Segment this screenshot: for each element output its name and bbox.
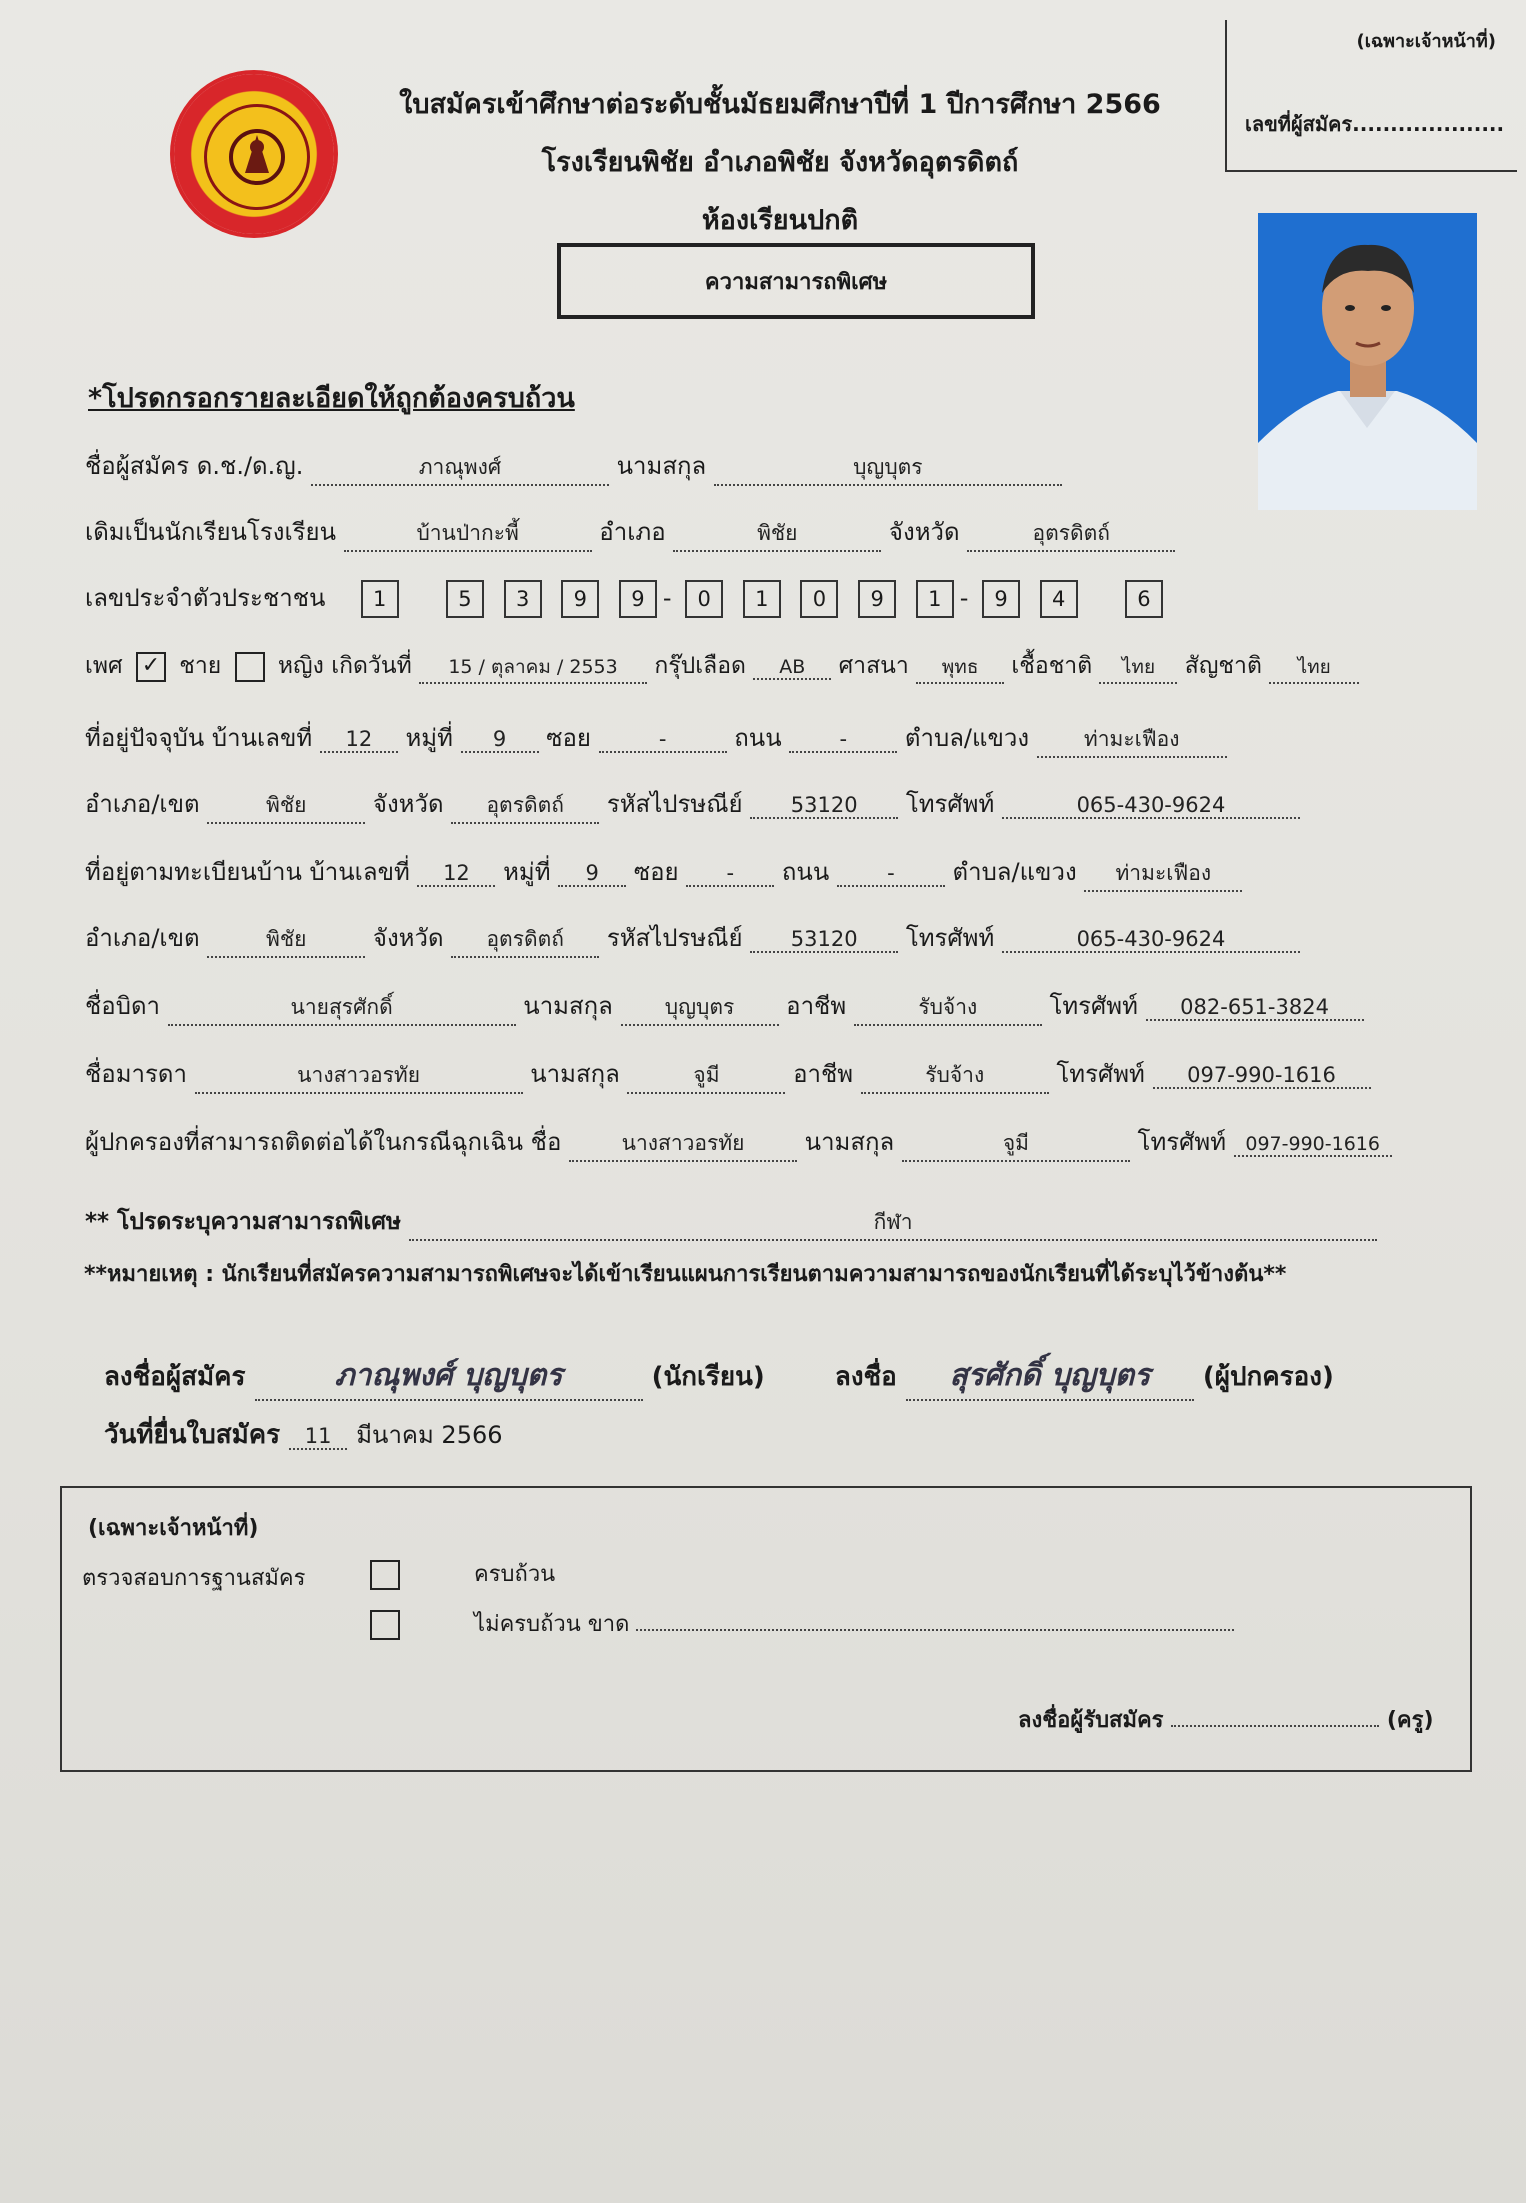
mother-name-field[interactable]: นางสาวอรทัย	[195, 1059, 523, 1094]
reg-road-field[interactable]: -	[837, 861, 945, 887]
father-surname-field[interactable]: บุญบุตร	[621, 991, 779, 1026]
blood-field[interactable]: AB	[753, 656, 831, 680]
reg-road-label: ถนน	[781, 858, 830, 886]
father-row	[85, 986, 1364, 1026]
guardian-signature[interactable]: สุรศักดิ์ บุญบุตร	[906, 1352, 1194, 1401]
guardian-phone-label: โทรศัพท์	[1137, 1128, 1227, 1156]
date-row	[104, 1414, 503, 1455]
applicant-role: (นักเรียน)	[651, 1362, 765, 1392]
former-school-field[interactable]: บ้านป่ากะพี้	[344, 517, 592, 552]
house-field[interactable]: 12	[320, 727, 398, 753]
reg-soi-field[interactable]: -	[686, 861, 774, 887]
registered-address-row	[85, 852, 1242, 892]
reg-soi-label: ซอย	[633, 858, 679, 886]
religion-label: ศาสนา	[838, 653, 909, 679]
guardian-surname-label: นามสกุล	[804, 1128, 895, 1156]
guardian-row	[85, 1122, 1392, 1162]
reg-house-label: ที่อยู่ตามทะเบียนบ้าน บ้านเลขที่	[85, 858, 410, 886]
signature-row	[104, 1352, 1334, 1401]
race-label: เชื้อชาติ	[1011, 653, 1093, 679]
special-label: ** โปรดระบุความสามารถพิเศษ	[85, 1209, 402, 1235]
first-name-field[interactable]: ภาณุพงศ์	[311, 451, 609, 486]
soi-field[interactable]: -	[599, 727, 727, 753]
name-label: ชื่อผู้สมัคร ด.ช./ด.ญ.	[85, 452, 304, 480]
guardian-sign-label: ลงชื่อ	[834, 1362, 897, 1392]
school-logo	[174, 74, 334, 234]
registered-address-row-2	[85, 918, 1300, 958]
soi-label: ซอย	[546, 724, 591, 752]
reg-phone-label: โทรศัพท์	[905, 924, 995, 952]
id-digit[interactable]: 9	[561, 580, 599, 618]
id-digit[interactable]: 1	[743, 580, 781, 618]
nationality-field[interactable]: ไทย	[1269, 652, 1359, 684]
guardian-role: (ผู้ปกครอง)	[1202, 1362, 1334, 1392]
special-row	[85, 1204, 1377, 1241]
former-province-field[interactable]: อุตรดิตถ์	[967, 517, 1175, 552]
reg-zip-field[interactable]: 53120	[750, 927, 898, 953]
mother-phone-field[interactable]: 097-990-1616	[1153, 1063, 1371, 1089]
father-job-label: อาชีพ	[786, 992, 847, 1020]
female-checkbox[interactable]	[235, 652, 265, 682]
receiver-label: ลงชื่อผู้รับสมัคร	[1018, 1708, 1164, 1733]
reg-phone-field[interactable]: 065-430-9624	[1002, 927, 1300, 953]
mother-surname-label: นามสกุล	[530, 1060, 620, 1088]
special-note: **หมายเหตุ : นักเรียนที่สมัครความสามารถพิเศษจะได้เข้าเรียนแผนการเรียนตามความสามารถของนักเรียนที่ได้ระบุไว้ข้างต้น**	[84, 1262, 1287, 1287]
former-amphoe-field[interactable]: พิชัย	[673, 517, 881, 552]
mother-label: ชื่อมารดา	[85, 1060, 187, 1088]
id-digit[interactable]: 9	[982, 580, 1020, 618]
applicant-number-field: เลขที่ผู้สมัคร....................	[1245, 112, 1505, 136]
applicant-sign-label: ลงชื่อผู้สมัคร	[104, 1362, 246, 1392]
former-school-label: เดิมเป็นนักเรียนโรงเรียน	[85, 518, 337, 546]
birth-label: เกิดวันที่	[331, 653, 412, 679]
phone-field[interactable]: 065-430-9624	[1002, 793, 1300, 819]
religion-field[interactable]: พุทธ	[916, 652, 1004, 684]
classroom-type: ห้องเรียนปกติ	[701, 205, 859, 236]
father-surname-label: นามสกุล	[523, 992, 613, 1020]
id-digit[interactable]: 9	[619, 580, 657, 618]
applicant-photo	[1258, 213, 1477, 510]
program-box: ความสามารถพิเศษ	[557, 243, 1035, 319]
special-field[interactable]: กีฬา	[409, 1206, 1377, 1241]
id-digit[interactable]: 6	[1125, 580, 1163, 618]
moo-field[interactable]: 9	[461, 727, 539, 753]
applicant-signature[interactable]: ภาณุพงศ์ บุญบุตร	[255, 1352, 643, 1401]
phone-label: โทรศัพท์	[905, 790, 995, 818]
reg-amphoe-field[interactable]: พิชัย	[207, 923, 365, 958]
name-row	[85, 446, 1062, 486]
current-address-row	[85, 718, 1227, 758]
reg-moo-label: หมู่ที่	[503, 858, 551, 886]
tambon-label: ตำบล/แขวง	[904, 724, 1030, 752]
surname-label: นามสกุล	[616, 452, 707, 480]
office-title: (เฉพาะเจ้าหน้าที่)	[88, 1516, 259, 1541]
id-digit[interactable]: 0	[800, 580, 838, 618]
moo-label: หมู่ที่	[405, 724, 453, 752]
instruction-heading: *โปรดกรอกรายละเอียดให้ถูกต้องครบถ้วน	[88, 383, 575, 414]
province-label: จังหวัด	[888, 518, 960, 546]
reg-zip-label: รหัสไปรษณีย์	[606, 924, 743, 952]
zip-field[interactable]: 53120	[750, 793, 898, 819]
current-address-row-2	[85, 784, 1300, 824]
surname-field[interactable]: บุญบุตร	[714, 451, 1062, 486]
amphoe-label: อำเภอ	[599, 518, 666, 546]
father-phone-field[interactable]: 082-651-3824	[1146, 995, 1364, 1021]
road-field[interactable]: -	[789, 727, 897, 753]
tambon-field[interactable]: ท่ามะเฟือง	[1037, 723, 1227, 758]
date-day-field[interactable]: 11	[289, 1424, 347, 1450]
receiver-row	[1018, 1702, 1434, 1737]
guardian-surname-field[interactable]: จูมี	[902, 1127, 1130, 1162]
female-label: หญิง	[277, 653, 324, 679]
id-label: เลขประจำตัวประชาชน	[85, 584, 326, 612]
receiver-field[interactable]	[1171, 1725, 1379, 1727]
race-field[interactable]: ไทย	[1099, 652, 1177, 684]
mother-phone-label: โทรศัพท์	[1056, 1060, 1145, 1088]
guardian-name-field[interactable]: นางสาวอรทัย	[569, 1127, 797, 1162]
incomplete-row	[364, 1606, 1234, 1641]
staff-only-label: (เฉพาะเจ้าหน้าที่)	[1356, 31, 1496, 52]
guardian-phone-field[interactable]: 097-990-1616	[1234, 1133, 1392, 1157]
father-name-field[interactable]: นายสุรศักดิ์	[168, 991, 516, 1026]
reg-province-label: จังหวัด	[372, 924, 444, 952]
mother-surname-field[interactable]: จูมี	[627, 1059, 785, 1094]
house-label: ที่อยู่ปัจจุบัน บ้านเลขที่	[85, 724, 313, 752]
nationality-label: สัญชาติ	[1184, 653, 1262, 679]
reg-house-field[interactable]: 12	[417, 861, 495, 887]
id-digit[interactable]: 0	[685, 580, 723, 618]
personal-row	[85, 648, 1359, 684]
incomplete-label: ไม่ครบถ้วน ขาด	[474, 1612, 630, 1637]
id-digit[interactable]: 9	[858, 580, 896, 618]
reg-province-field[interactable]: อุตรดิตถ์	[451, 923, 599, 958]
reg-amphoe-label: อำเภอ/เขต	[85, 924, 200, 952]
mother-job-field[interactable]: รับจ้าง	[861, 1059, 1049, 1094]
missing-field[interactable]	[636, 1629, 1234, 1631]
reg-moo-field[interactable]: 9	[558, 861, 626, 887]
father-job-field[interactable]: รับจ้าง	[854, 991, 1042, 1026]
check-label: ตรวจสอบการฐานสมัคร	[82, 1566, 306, 1591]
mother-job-label: อาชีพ	[793, 1060, 854, 1088]
province-label: จังหวัด	[372, 790, 444, 818]
road-label: ถนน	[734, 724, 782, 752]
date-label: วันที่ยื่นใบสมัคร	[104, 1420, 281, 1450]
sex-label: เพศ	[85, 653, 123, 679]
father-phone-label: โทรศัพท์	[1049, 992, 1138, 1020]
male-checkbox[interactable]: ✓	[136, 652, 166, 682]
former-school-row	[85, 512, 1175, 552]
province-field[interactable]: อุตรดิตถ์	[451, 789, 599, 824]
receiver-role: (ครู)	[1386, 1708, 1434, 1733]
guardian-label: ผู้ปกครองที่สามารถติดต่อได้ในกรณีฉุกเฉิน ชื่อ	[85, 1128, 562, 1156]
id-digit[interactable]: 1	[361, 580, 399, 618]
male-label: ชาย	[179, 653, 222, 679]
complete-row	[364, 1556, 555, 1591]
emblem-icon	[217, 117, 297, 197]
mother-row	[85, 1054, 1371, 1094]
reg-tambon-field[interactable]: ท่ามะเฟือง	[1084, 857, 1242, 892]
incomplete-checkbox[interactable]	[370, 1610, 400, 1640]
complete-checkbox[interactable]	[370, 1560, 400, 1590]
amphoe-field[interactable]: พิชัย	[207, 789, 365, 824]
amphoe-label: อำเภอ/เขต	[85, 790, 200, 818]
complete-label: ครบถ้วน	[474, 1562, 556, 1587]
school-name: โรงเรียนพิชัย อำเภอพิชัย จังหวัดอุตรดิตถ์	[541, 147, 1019, 178]
birth-field[interactable]: 15 / ตุลาคม / 2553	[419, 652, 647, 684]
id-digit[interactable]: 4	[1040, 580, 1078, 618]
zip-label: รหัสไปรษณีย์	[606, 790, 743, 818]
id-digit[interactable]: 1	[916, 580, 954, 618]
father-label: ชื่อบิดา	[85, 992, 160, 1020]
date-month-year: มีนาคม 2566	[356, 1421, 503, 1449]
id-digit[interactable]: 3	[504, 580, 542, 618]
id-digit[interactable]: 5	[446, 580, 484, 618]
reg-tambon-label: ตำบล/แขวง	[952, 858, 1077, 886]
blood-label: กรุ๊ปเลือด	[654, 653, 746, 679]
id-row: เลขประจำตัวประชาชน 1 5 3 9 9 - 0 1 0 9 1 - 9 4 6	[85, 578, 1169, 618]
form-title: ใบสมัครเข้าศึกษาต่อระดับชั้นมัธยมศึกษาปีที่ 1 ปีการศึกษา 2566	[399, 89, 1161, 120]
